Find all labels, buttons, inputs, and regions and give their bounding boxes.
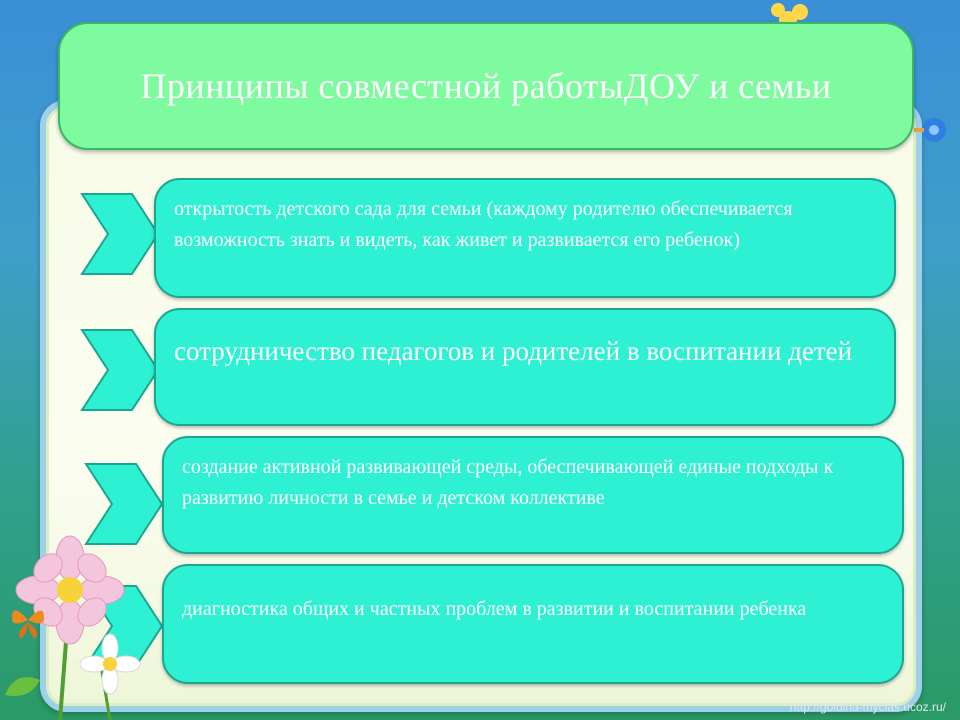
watermark: http://goldina-myclas.ucoz.ru/ — [789, 700, 946, 714]
chevron-2 — [80, 328, 160, 412]
principle-box-4 — [162, 564, 904, 684]
principle-box-1 — [154, 178, 896, 298]
title-banner — [58, 22, 914, 150]
chevron-1 — [80, 192, 160, 276]
page-title: Принципы совместной работыДОУ и семьи — [140, 66, 832, 106]
chevron-right-icon — [82, 194, 158, 274]
principle-text: сотрудничество педагогов и родителей в воспитании детей — [174, 336, 853, 366]
butterfly-icon — [10, 600, 46, 640]
principle-box-3 — [162, 436, 904, 554]
principle-text: диагностика общих и частных проблем в развитии и воспитании ребенка — [182, 598, 807, 620]
principle-box-2 — [154, 308, 896, 426]
principle-text: открытость детского сада для семьи (каждому родителю обеспечивается возможность знать и видеть, как живет и развивается его ребенок) — [174, 198, 793, 251]
principle-text: создание активной развивающей среды, обеспечивающей единые подходы к развитию личности в семье и детском коллективе — [182, 456, 834, 509]
chevron-right-icon — [82, 330, 158, 410]
